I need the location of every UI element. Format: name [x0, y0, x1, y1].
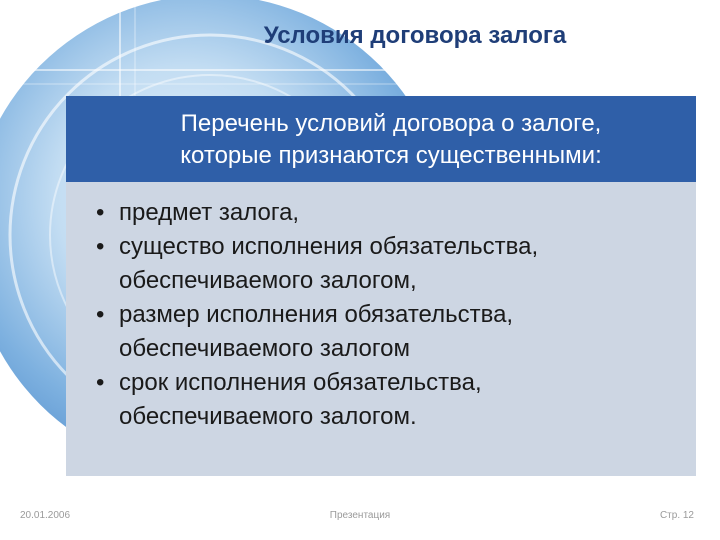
list-item-line: обеспечиваемого залогом,: [119, 267, 417, 294]
bullet-icon: •: [96, 301, 105, 328]
footer-page-number: Стр. 12: [659, 510, 694, 521]
footer-presentation-label: Презентация: [329, 510, 391, 521]
footer-date: 20.01.2006: [20, 510, 71, 521]
bullet-icon: •: [96, 199, 105, 226]
list-item-line: срок исполнения обязательства,: [119, 369, 482, 396]
list-item-line: размер исполнения обязательства,: [119, 301, 514, 328]
conditions-list: [88, 196, 676, 434]
list-item-line: обеспечиваемого залогом: [119, 335, 410, 362]
bullet-icon: •: [96, 369, 105, 396]
slide-title: Условия договора залога: [263, 22, 567, 49]
list-item-line: предмет залога,: [119, 199, 300, 226]
header-line-2: которые признаются существенными:: [180, 142, 602, 169]
header-line-1: Перечень условий договора о залоге,: [180, 110, 602, 137]
conditions-list-box: [66, 182, 696, 476]
list-item: [88, 230, 676, 298]
list-item-line: обеспечиваемого залогом.: [119, 403, 417, 430]
list-item: [88, 298, 676, 366]
list-item: [88, 196, 676, 230]
list-item-line: существо исполнения обязательства,: [119, 233, 539, 260]
conditions-header-box: [66, 96, 696, 182]
bullet-icon: •: [96, 233, 105, 260]
list-item: [88, 366, 676, 434]
